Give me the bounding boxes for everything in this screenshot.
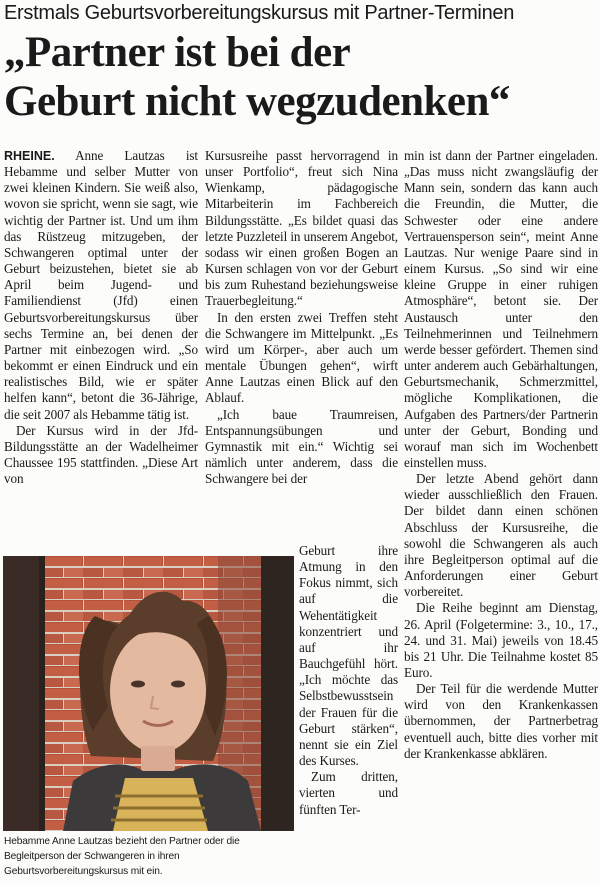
portrait-photo — [3, 556, 294, 831]
paragraph: Der Kursus wird in der Jfd-Bildungsstätte an der Wadelheimer Chaussee 195 stattfinden. „Diese Art von — [4, 422, 198, 487]
paragraph: Die Reihe beginnt am Dienstag, 26. April (Folgetermine: 3., 10., 17., 24. und 31. Mai) jeweils von 18.45 bis 21 Uhr. Die Teilnahme kostet 85 Euro. — [404, 600, 598, 680]
paragraph — [4, 148, 198, 423]
article-column-2 — [205, 148, 398, 543]
article-kicker: Erstmals Geburtsvorbereitungskursus mit Partner-Terminen — [4, 2, 515, 24]
paragraph-text: Anne Lautzas ist Hebamme und selber Mutter von zwei kleinen Kindern. Sie weiß also, wovon sie spricht, wenn sie sagt, wie wichtig der Partner ist. Und um ihm das Rüstzeug mitzugeben, der Schwangeren optimal unter der Geburt beizustehen, bietet sie ab April beim Jugend- und Familiendienst (Jfd) einen Geburtsvorbereitungskursus über sechs Termine an, bei denen der Partner mit einbezogen wird. „So bekommt er einen Eindruck und ein realistisches Bild, wie er später helfen kann“, betont die 36-Jährige, die seit 2007 als Hebamme tätig ist. — [4, 148, 198, 422]
article-column-2-continued — [299, 543, 398, 883]
headline-line-2: Geburt nicht wegzudenken“ — [4, 78, 510, 125]
paragraph: Der letzte Abend gehört dann wieder ausschließlich den Frauen. Der bildet dann einen schönen Abschluss der Kursusreihe, die sowohl die Schwangeren als auch ihre Begleitperson optimal auf die Anforderungen einer Geburt vorbereitet. — [404, 471, 598, 600]
article-column-3 — [404, 148, 598, 883]
paragraph: In den ersten zwei Treffen steht die Schwangere im Mittelpunkt. „Es wird um Körper-, aber auch um mentale Übungen gehen“, wirft Anne Lautzas einen Blick auf den Ablauf. — [205, 309, 398, 406]
dateline: RHEINE. — [4, 149, 55, 163]
paragraph: „Ich baue Traumreisen, Entspannungsübungen und Gymnastik mit ein.“ Wichtig sei nämlich unter anderem, dass die Schwangere bei der — [205, 406, 398, 487]
photo-caption: Hebamme Anne Lautzas bezieht den Partner oder die Begleitperson der Schwangeren in ihren Geburtsvorbereitungskursus mit ein. — [4, 836, 240, 877]
paragraph: Geburt ihre Atmung in den Fokus nimmt, sich auf die Wehentätigkeit konzentriert und auf ihr Bauchgefühl hört. „Ich möchte das Selbstbewusstsein der Frauen für die Geburt stärken“, nennt sie ein Ziel des Kurses. — [299, 543, 398, 769]
paragraph: Zum dritten, vierten und fünften Ter- — [299, 769, 398, 817]
article-headline — [4, 28, 596, 126]
paragraph: Kursusreihe passt hervorragend in unser Portfolio“, freut sich Nina Wienkamp, pädagogische Mitarbeiterin im Fachbereich Bildungsstätte. „Es bildet quasi das letzte Puzzleteil in unserem Angebot, sodass wir einen großen Bogen an Kursen schlagen von vor der Geburt bis zum Ruhestand beziehungsweise Trauerbegleitung.“ — [205, 148, 398, 309]
paragraph: Der Teil für die werdende Mutter wird von den Krankenkassen übernommen, der Partnerbetrag eventuell auch, bitte dies vorher mit der Krankenkasse abklären. — [404, 681, 598, 761]
paragraph: min ist dann der Partner eingeladen. „Das muss nicht zwangsläufig der Mann sein, sondern das kann auch die Freundin, die Mutter, die Schwester oder eine andere Vertrauensperson sein“, meint Anne Lautzas. Nur wenige Paare sind in einem Kursus. „So sind wir eine kleine Gruppe in einer ruhigen Atmosphäre“, betont sie. Der Austausch unter den Teilnehmerinnen und Teilnehmern werde besser gefördert. Themen sind unter anderem auch Gebärhaltungen, Geburtsmechanik, Schmerzmittel, mögliche Komplikationen, die Aufgaben des Partners/der Partnerin unter der Geburt, Bonding und worauf man sich im Wochenbett einstellen muss. — [404, 148, 598, 470]
article-column-1 — [4, 148, 198, 548]
headline-line-1: „Partner ist bei der — [4, 29, 351, 76]
portrait-illustration — [3, 556, 294, 831]
